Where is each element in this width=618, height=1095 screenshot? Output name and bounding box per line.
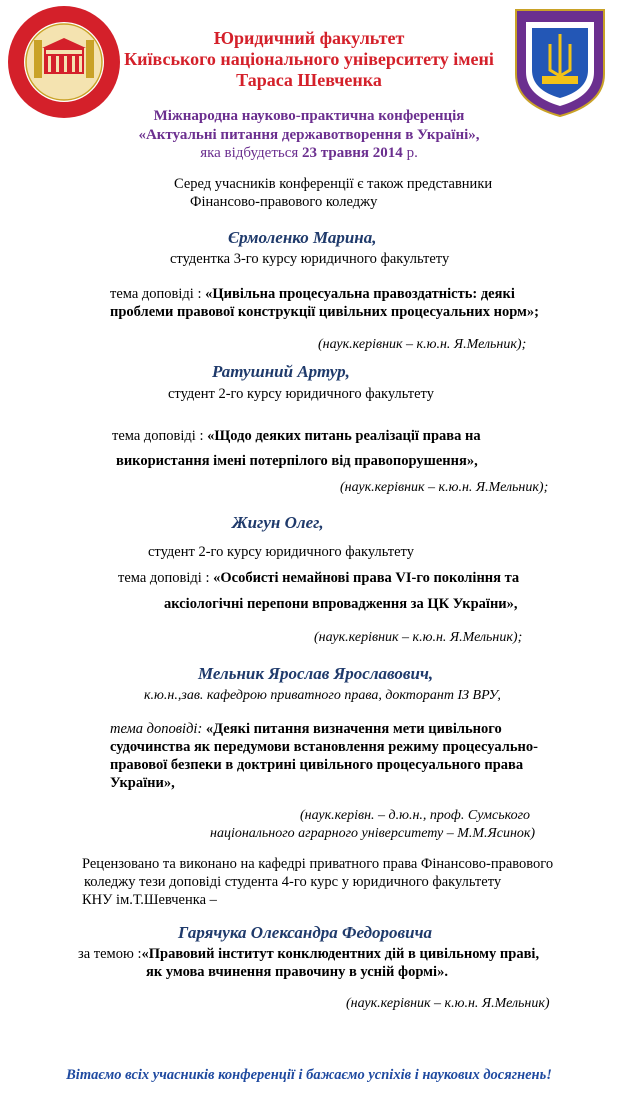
topic-prefix: за темою : (78, 946, 142, 962)
faculty-title: Юридичний факультет (213, 28, 405, 48)
date-prefix: яка відбудеться (200, 145, 303, 161)
topic-text: «Правовий інститут конклюдентних дій в цивільному праві, (141, 946, 540, 962)
participant-topic-cont-2: правової безпеки в доктрині цивільного процесуального права (110, 757, 524, 773)
review-line-3: КНУ ім.Т.Шевченка – (82, 892, 217, 908)
participant-role: студентка 3-го курсу юридичного факультету (170, 251, 450, 267)
topic-prefix: тема доповіді: (110, 721, 206, 737)
topic-text: «Щодо деяких питань реалізації права на (207, 428, 481, 444)
review-topic-cont: як умова вчинення правочину в усній формі». (146, 964, 448, 980)
topic-prefix: тема доповіді : (112, 428, 208, 444)
participant-advisor: (наук.керівн. – д.ю.н., проф. Сумського (300, 808, 531, 823)
participant-role: студент 2-го курсу юридичного факультету (168, 386, 434, 402)
participant-role: к.ю.н.,зав. кафедрою приватного права, докторант ІЗ ВРУ, (144, 688, 501, 703)
topic-prefix: тема доповіді : (118, 570, 214, 586)
footer-greeting: Вітаємо всіх учасників конференції і бажаємо успіхів і наукових досягнень! (66, 1067, 552, 1083)
review-line-1: Рецензовано та виконано на кафедрі приватного права Фінансово-правового (82, 856, 554, 872)
conference-date-line (0, 145, 618, 162)
participant-topic-cont: судочинства як передумови встановлення режиму процесуально- (110, 739, 538, 755)
review-topic (78, 946, 539, 963)
review-name: Гарячука Олександра Федоровича (178, 923, 433, 942)
participant-name: Мельник Ярослав Ярославович, (198, 664, 434, 683)
participant-topic (110, 721, 502, 738)
participant-topic-cont: проблеми правової конструкції цивільних процесуальних норм»; (110, 304, 539, 320)
participant-topic-cont: аксіологічні перепони впровадження за ЦК України», (164, 596, 518, 612)
participant-advisor: (наук.керівник – к.ю.н. Я.Мельник); (318, 337, 527, 352)
review-line-2: коледжу тези доповіді студента 4-го курс у юридичного факультету (84, 874, 502, 890)
topic-text: «Особисті немайнові права VI-го покоління та (213, 570, 520, 586)
participant-name: Єрмоленко Марина, (228, 228, 377, 247)
topic-text: «Деякі питання визначення мети цивільного (205, 721, 502, 737)
participant-topic (110, 286, 515, 303)
intro-line-2: Фінансово-правового коледжу (190, 194, 378, 210)
topic-prefix: тема доповіді : (110, 286, 206, 302)
participant-name: Жигун Олег, (232, 513, 324, 532)
participant-topic-cont: використання імені потерпілого від правопорушення», (116, 453, 478, 469)
intro-line-1: Серед учасників конференції є також представники (174, 176, 493, 192)
participant-role: студент 2-го курсу юридичного факультету (148, 544, 414, 560)
university-name: Київського національного університету імені (124, 49, 494, 69)
university-name-2: Тараса Шевченка (236, 70, 382, 90)
conference-title: Міжнародна науково-практична конференція (153, 108, 465, 124)
participant-topic (118, 570, 519, 587)
date-suffix: р. (402, 145, 418, 161)
review-advisor: (наук.керівник – к.ю.н. Я.Мельник) (346, 996, 550, 1011)
participant-topic (112, 428, 481, 445)
participant-advisor-cont: національного аграрного університету – М.М.Ясинок) (210, 826, 536, 841)
conference-date: 23 травня 2014 (302, 145, 403, 161)
participant-advisor: (наук.керівник – к.ю.н. Я.Мельник); (340, 480, 549, 495)
participant-topic-cont-3: України», (110, 775, 175, 791)
topic-text: «Цивільна процесуальна правоздатність: деякі (205, 286, 515, 302)
conference-topic: «Актуальні питання державотворення в Україні», (138, 127, 480, 143)
participant-advisor: (наук.керівник – к.ю.н. Я.Мельник); (314, 630, 523, 645)
participant-name: Ратушний Артур, (212, 362, 350, 381)
